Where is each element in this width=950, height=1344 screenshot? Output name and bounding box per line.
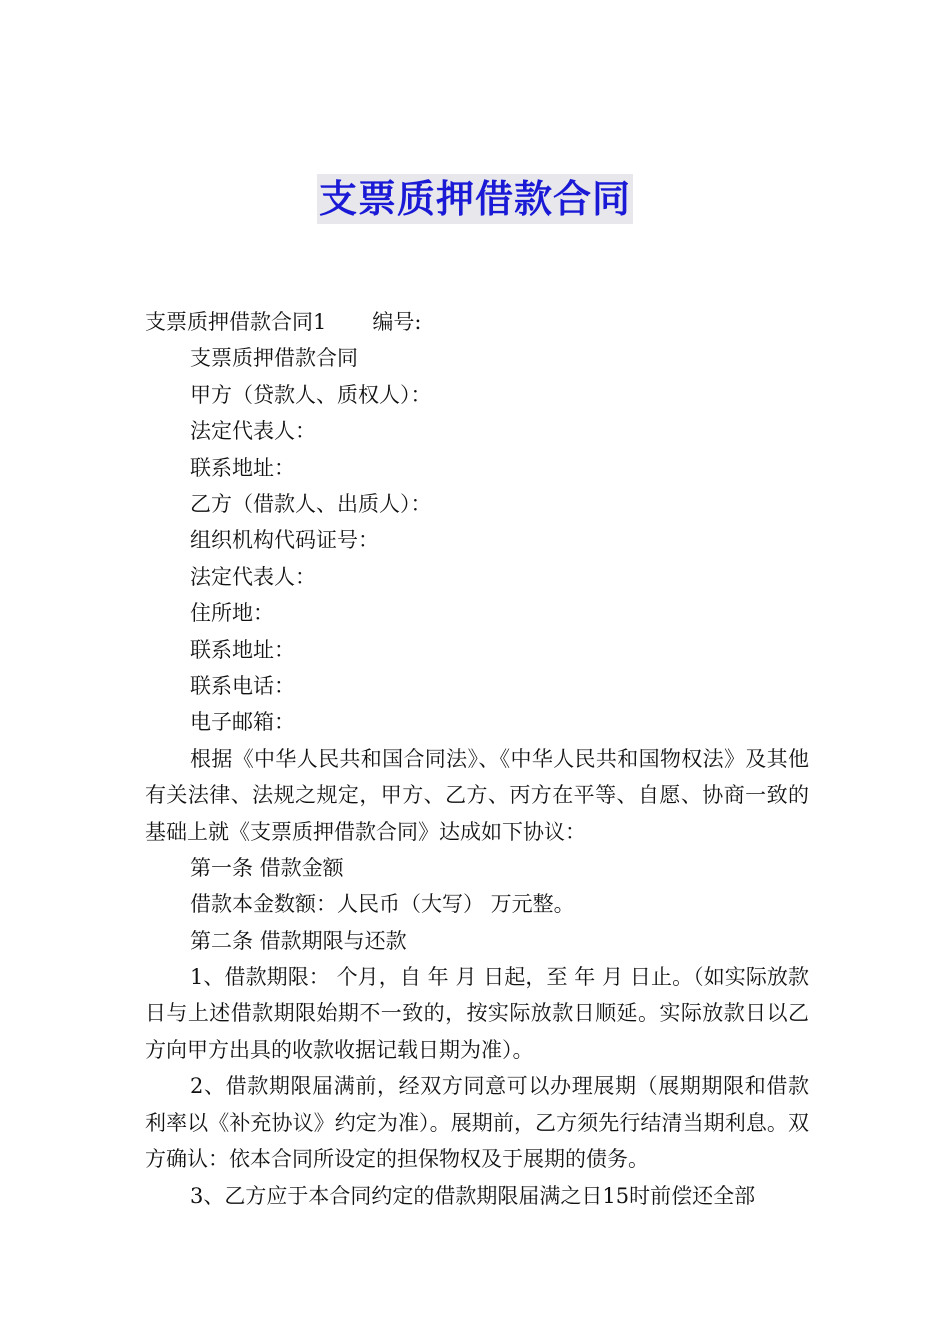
document-title: 支票质押借款合同: [317, 174, 633, 224]
document-body: [145, 304, 809, 1214]
contract-subtitle: 支票质押借款合同: [190, 346, 358, 371]
article-1-heading: 第一条 借款金额: [190, 855, 344, 880]
article-2-heading: 第二条 借款期限与还款: [190, 928, 407, 953]
party-a-address: 联系地址：: [190, 455, 295, 480]
article-1-text: 借款本金数额：人民币（大写） 万元整。: [190, 892, 575, 917]
title-container: [0, 174, 950, 224]
party-b-phone: 联系电话：: [190, 673, 295, 698]
party-a-label: 甲方（贷款人、质权人）：: [190, 382, 432, 407]
party-a-legal-rep: 法定代表人：: [190, 419, 316, 444]
party-b-address: 联系地址：: [190, 637, 295, 662]
party-b-email: 电子邮箱：: [190, 710, 295, 735]
party-b-legal-rep: 法定代表人：: [190, 564, 316, 589]
header-line: [145, 304, 809, 340]
article-2-clause-1: 1、借款期限： 个月，自 年 月 日起，至 年 月 日止。（如实际放款日与上述借款期限始期不一致的，按实际放款日顺延。实际放款日以乙方向甲方出具的收款收据记载日期为准）。: [145, 965, 809, 1062]
intro-paragraph: 根据《中华人民共和国合同法》、《中华人民共和国物权法》及其他有关法律、法规之规定，甲方、乙方、丙方在平等、自愿、协商一致的基础上就《支票质押借款合同》达成如下协议：: [145, 746, 809, 844]
party-b-org-code: 组织机构代码证号：: [190, 528, 379, 553]
party-b-domicile: 住所地：: [190, 601, 274, 626]
article-2-clause-3: 3、乙方应于本合同约定的借款期限届满之日15时前偿还全部: [190, 1183, 756, 1208]
party-b-label: 乙方（借款人、出质人）：: [190, 491, 432, 516]
contract-heading: 支票质押借款合同1: [145, 310, 327, 334]
contract-number-label: 编号:: [372, 310, 422, 334]
article-2-clause-2: 2、借款期限届满前，经双方同意可以办理展期（展期期限和借款利率以《补充协议》约定为准）。展期前，乙方须先行结清当期利息。双方确认：依本合同所设定的担保物权及于展期的债务。: [145, 1074, 809, 1172]
